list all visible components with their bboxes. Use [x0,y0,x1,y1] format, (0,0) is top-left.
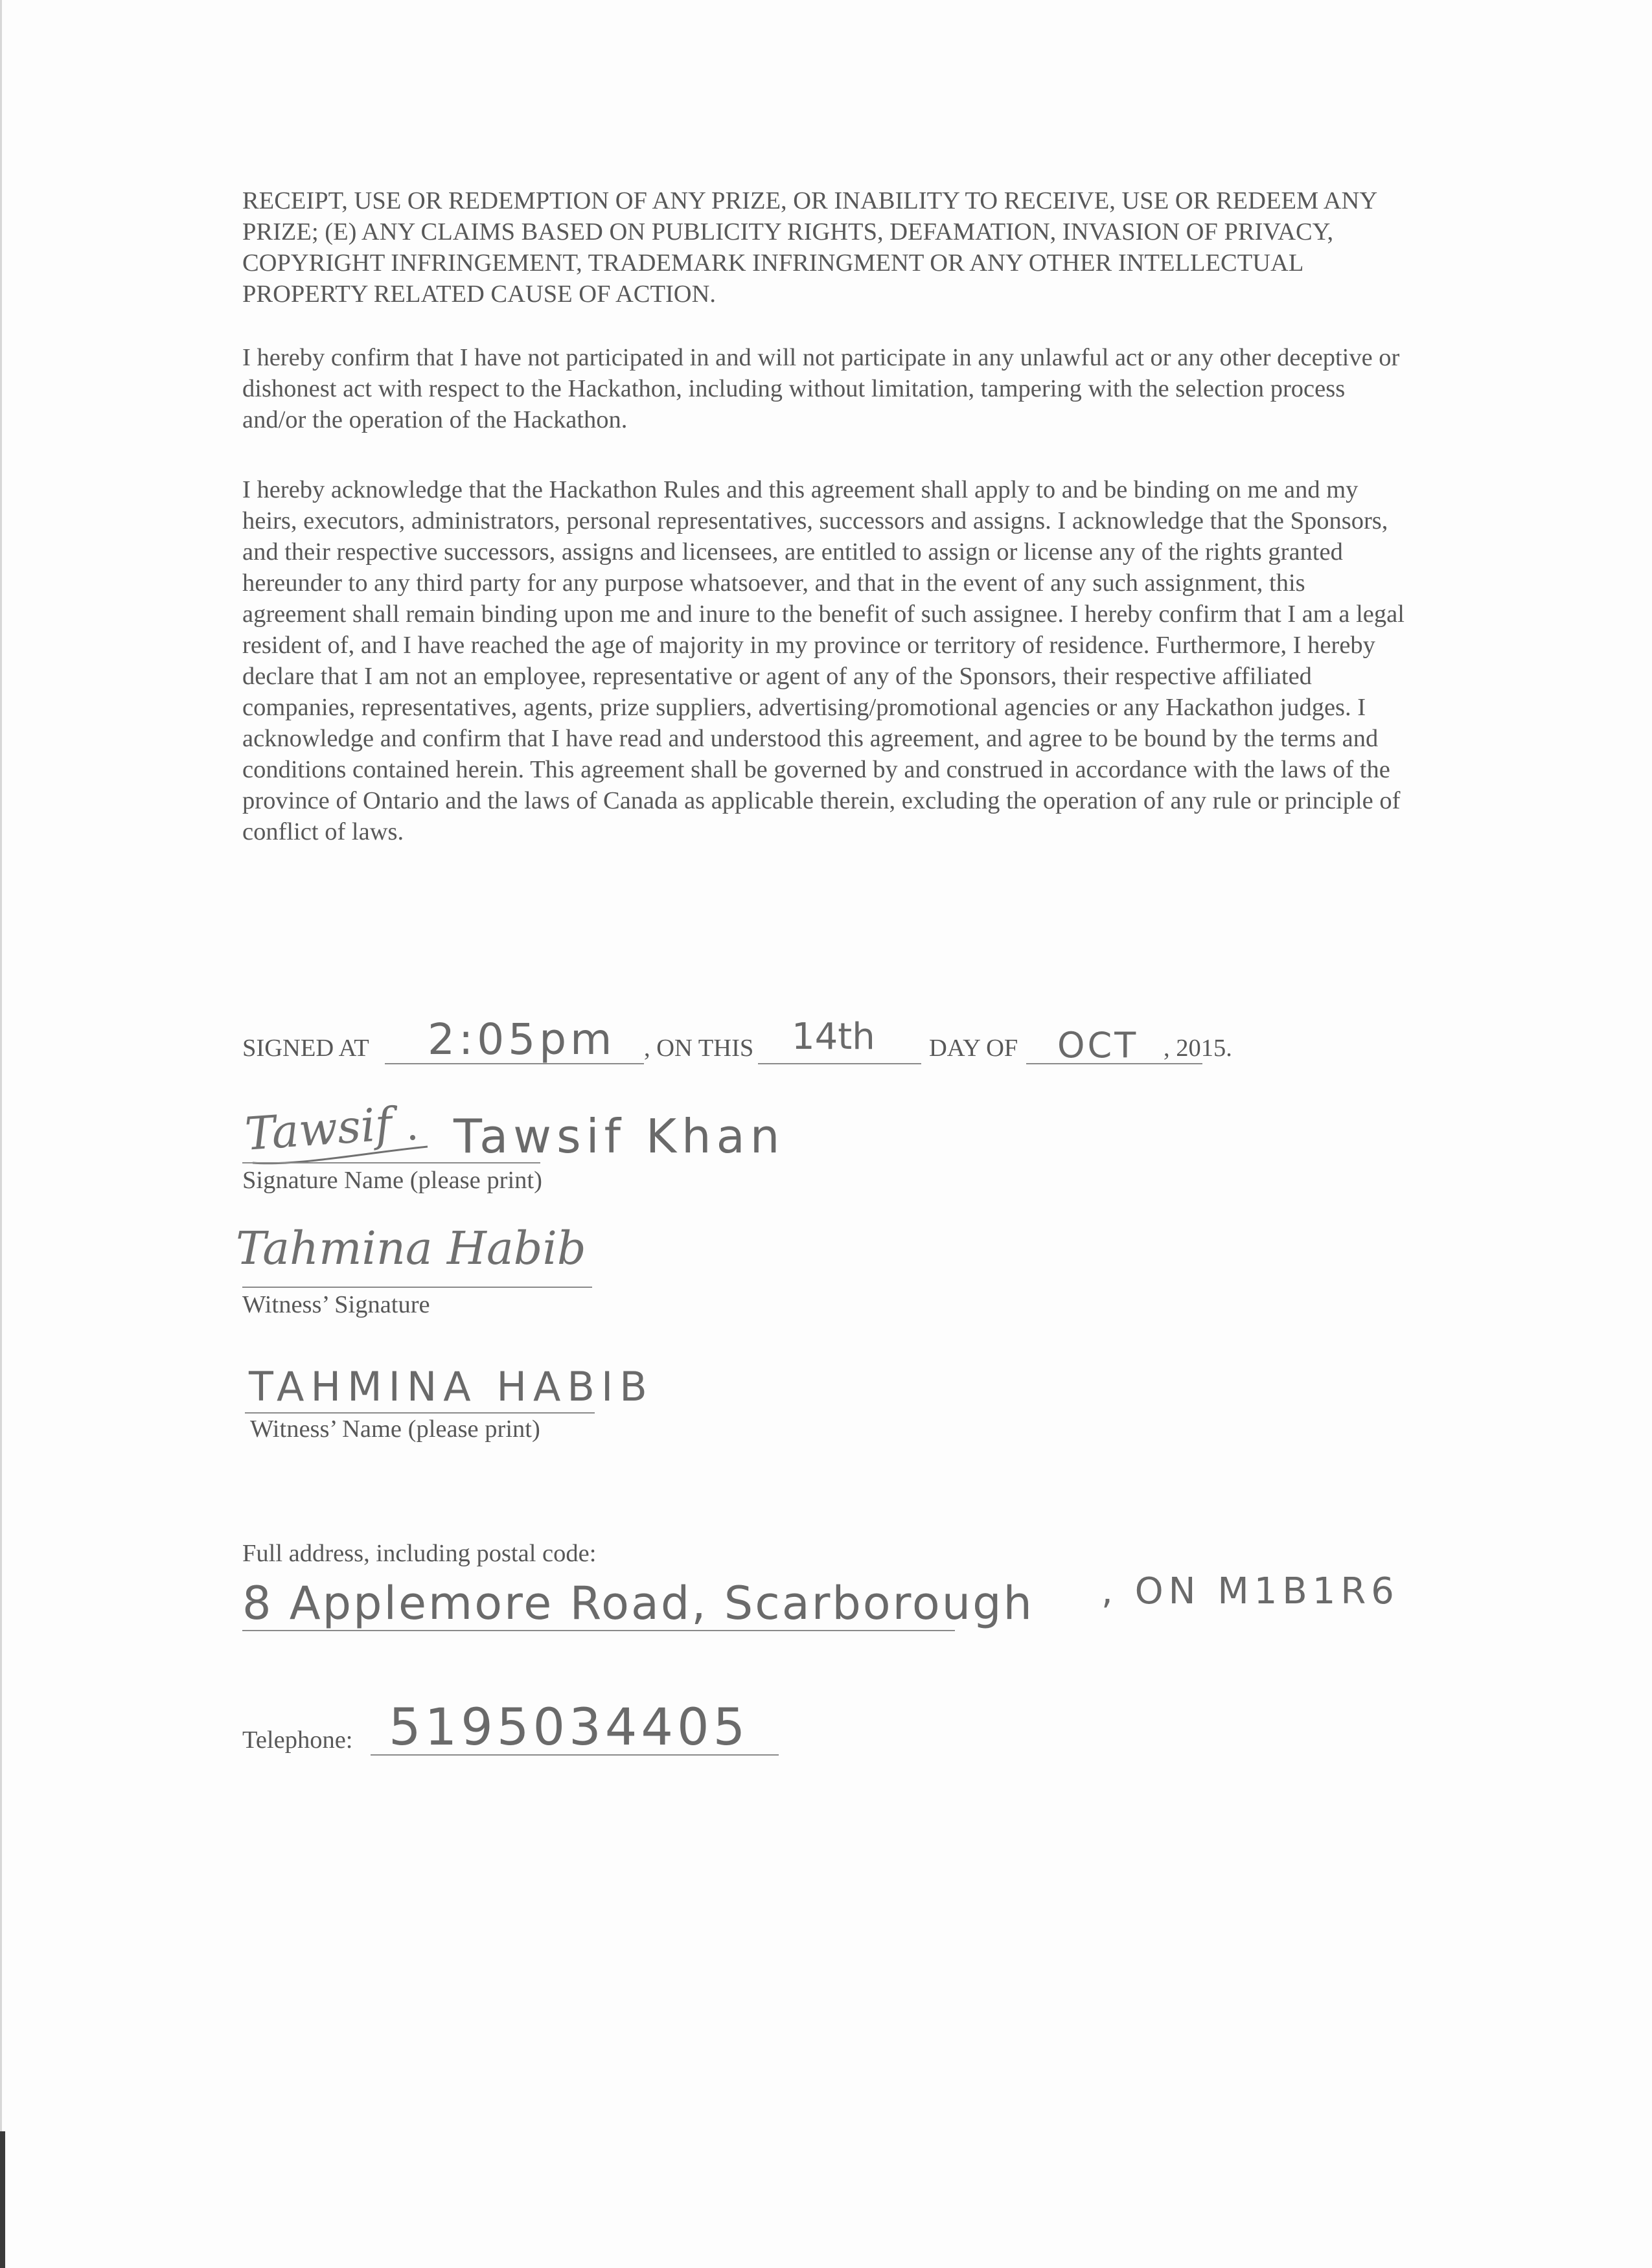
on-this-label: , ON THIS [644,1035,754,1062]
address-line [242,1630,955,1631]
paragraph-conduct: I hereby confirm that I have not participated in and will not participate in any unlawful act or any other deceptive or dishonest act with respect to the Hackathon, including without limitation, tampering with the selection process and/or the operation of the Hackathon. [242,344,1400,433]
witness-signature-line [242,1287,592,1288]
day-of-label: DAY OF [929,1035,1018,1062]
day-handwritten: 14th [792,1016,875,1058]
witness-name-handwritten: TAHMINA HABIB [249,1363,654,1410]
witness-signature-label: Witness’ Signature [242,1291,430,1318]
signature-name-label: Signature Name (please print) [242,1167,542,1194]
witness-signature-mark: Tahmina Habib [236,1222,586,1275]
telephone-handwritten: 5195034405 [389,1699,750,1757]
telephone-line [371,1754,779,1756]
scan-edge [0,0,2,2268]
month-handwritten: OCT [1057,1025,1139,1066]
time-handwritten: 2:05pm [428,1014,616,1064]
signed-at-label: SIGNED AT [242,1035,369,1062]
witness-name-label: Witness’ Name (please print) [250,1415,540,1443]
signature-line [242,1162,540,1163]
printed-name-handwritten: Tawsif Khan [453,1109,785,1163]
telephone-label: Telephone: [242,1726,353,1754]
signature-mark: Tawsif [243,1097,394,1161]
paragraph-liability: RECEIPT, USE OR REDEMPTION OF ANY PRIZE, OR INABILITY TO RECEIVE, USE OR REDEEM ANY PRIZE; (E) ANY CLAIMS BASED ON PUBLICITY RIGHTS, DEFAMATION, INVASION OF PRIVACY, COPYRIGHT INFRINGEMENT, TRADEMARK INFRINGMENT OR ANY OTHER INTELLECTUAL PROPERTY RELATED CAUSE OF ACTION. [242,187,1377,308]
address-label: Full address, including postal code: [242,1540,597,1567]
scan-edge-mark [0,2131,5,2268]
paragraph-acknowledgement: I hereby acknowledge that the Hackathon Rules and this agreement shall apply to and be binding on me and my heirs, executors, administrators, personal representatives, successors and assigns. I acknowledge that the Sponsors, and their respective successors, assigns and licensees, are entitled to assign or license any of the rights granted hereunder to any third party for any purpose whatsoever, and that in the event of any such assignment, this agreement shall remain binding upon me and inure to the benefit of such assignee. I hereby confirm that I am a legal resident of, and I have reached the age of majority in my province or territory of residence. Furthermore, I hereby declare that I am not an employee, representative or agent of any of the Sponsors, their respective affiliated companies, representatives, agents, prize suppliers, advertising/promotional agencies or any Hackathon judges. I acknowledge and confirm that I have read and understood this agreement, and agree to be bound by the terms and conditions contained herein. This agreement shall be governed by and construed in accordance with the laws of the province of Ontario and the laws of Canada as applicable therein, excluding the operation of any rule or principle of conflict of laws. [242,476,1405,845]
day-line [758,1063,921,1064]
address-postal-handwritten: , ON M1B1R6 [1101,1570,1399,1612]
address-street-handwritten: 8 Applemore Road, Scarborough [242,1577,1034,1630]
year-label: , 2015. [1164,1035,1232,1062]
witness-name-line [245,1412,595,1414]
